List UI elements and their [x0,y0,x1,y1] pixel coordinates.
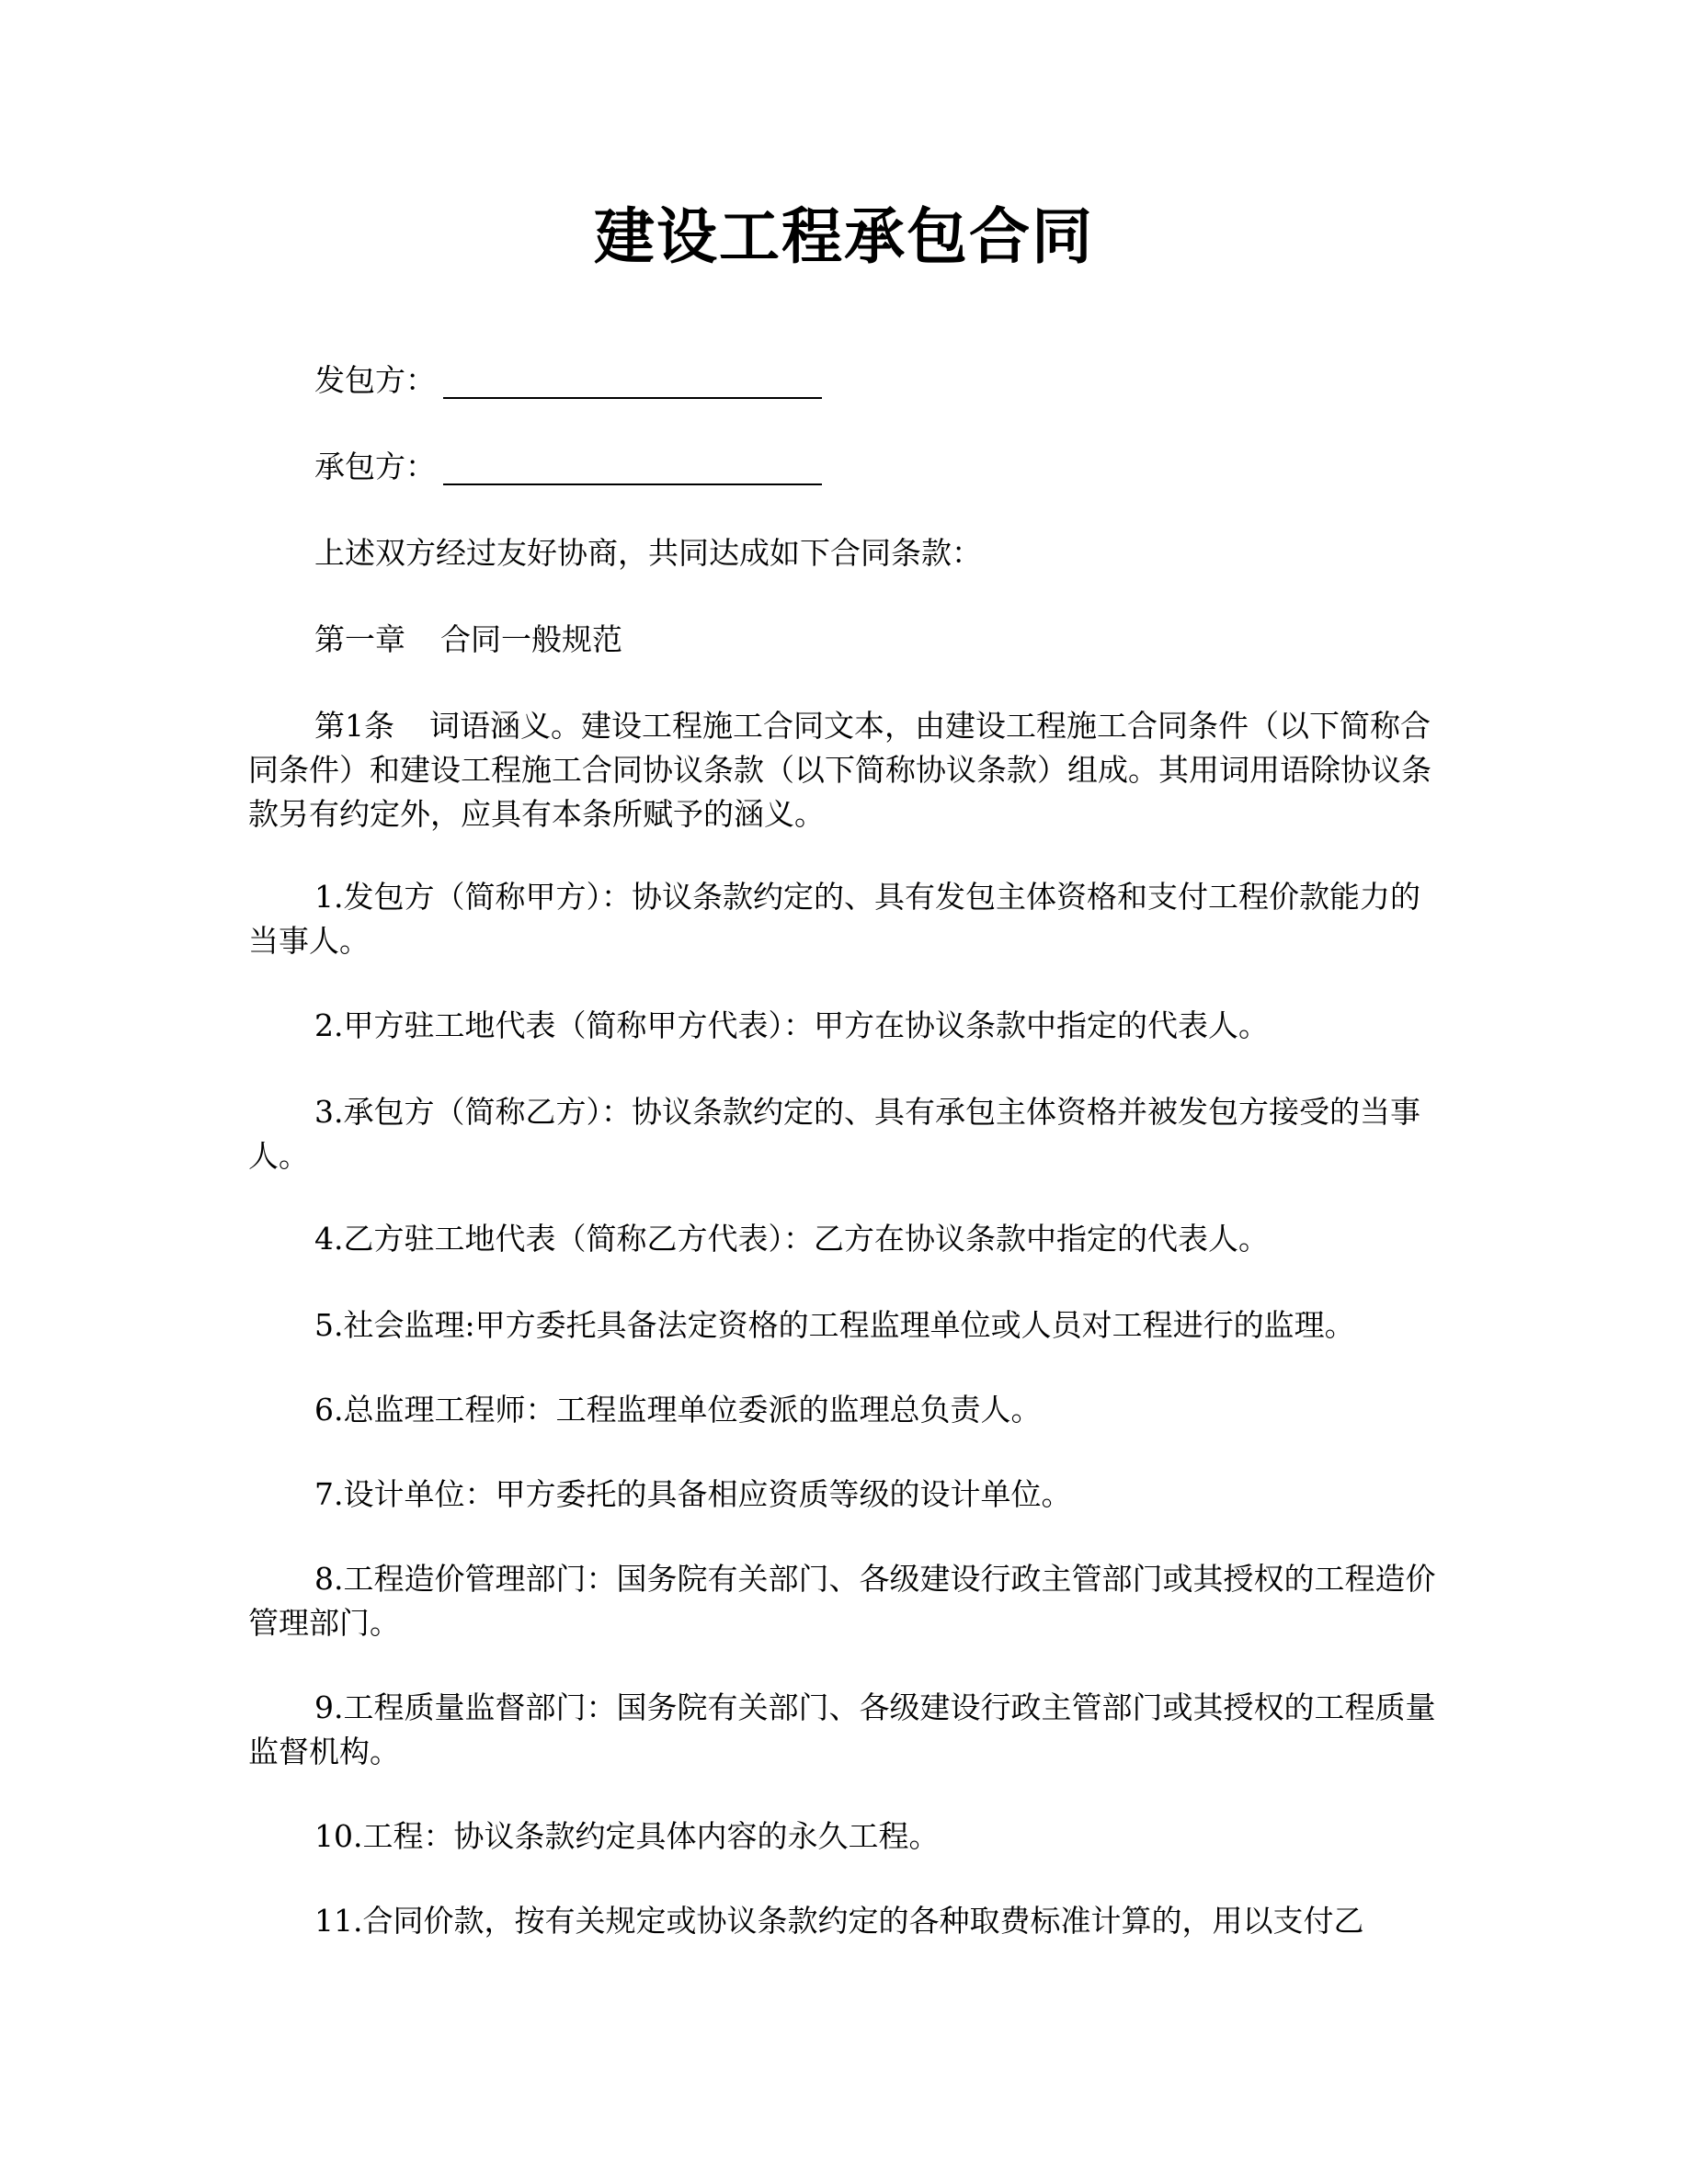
employer-field[interactable] [443,397,822,399]
chapter-name: 合同一般规范 [440,621,622,657]
definition-item: 8.工程造价管理部门：国务院有关部门、各级建设行政主管部门或其授权的工程造价管理部门。 [248,1561,1436,1641]
definition-item: 7.设计单位：甲方委托的具备相应资质等级的设计单位。 [314,1476,1072,1512]
definition-item: 11.合同价款，按有关规定或协议条款约定的各种取费标准计算的，用以支付乙 [314,1903,1364,1939]
definition-item: 6.总监理工程师：工程监理单位委派的监理总负责人。 [314,1392,1042,1428]
article-number: 第1条 [314,708,394,744]
contractor-label: 承包方： [314,449,436,484]
document-title: 建设工程承包合同 [594,200,1094,272]
chapter-heading [314,618,622,662]
chapter-number: 第一章 [314,621,405,657]
article-text: 词语涵义。建设工程施工合同文本，由建设工程施工合同条件（以下简称合同条件）和建设工程施工合同协议条款（以下简称协议条款）组成。其用词用语除协议条款另有约定外，应具有本条所赋予的涵义。 [248,708,1431,832]
definition-item: 10.工程：协议条款约定具体内容的永久工程。 [314,1818,940,1854]
definition-item: 3.承包方（简称乙方）：协议条款约定的、具有承包主体资格并被发包方接受的当事人。 [248,1094,1420,1174]
definition-item: 4.乙方驻工地代表（简称乙方代表）：乙方在协议条款中指定的代表人。 [314,1221,1269,1257]
contractor-field[interactable] [443,483,822,485]
definition-item: 2.甲方驻工地代表（简称甲方代表）：甲方在协议条款中指定的代表人。 [314,1007,1269,1043]
definition-item: 1.发包方（简称甲方）：协议条款约定的、具有发包主体资格和支付工程价款能力的当事人。 [248,879,1420,959]
employer-label: 发包方： [314,362,436,398]
article-1-paragraph [248,704,1442,836]
intro-paragraph: 上述双方经过友好协商，共同达成如下合同条款： [314,535,982,571]
definition-item: 5.社会监理:甲方委托具备法定资格的工程监理单位或人员对工程进行的监理。 [314,1307,1355,1343]
definition-item: 9.工程质量监督部门：国务院有关部门、各级建设行政主管部门或其授权的工程质量监督机构。 [248,1689,1436,1769]
